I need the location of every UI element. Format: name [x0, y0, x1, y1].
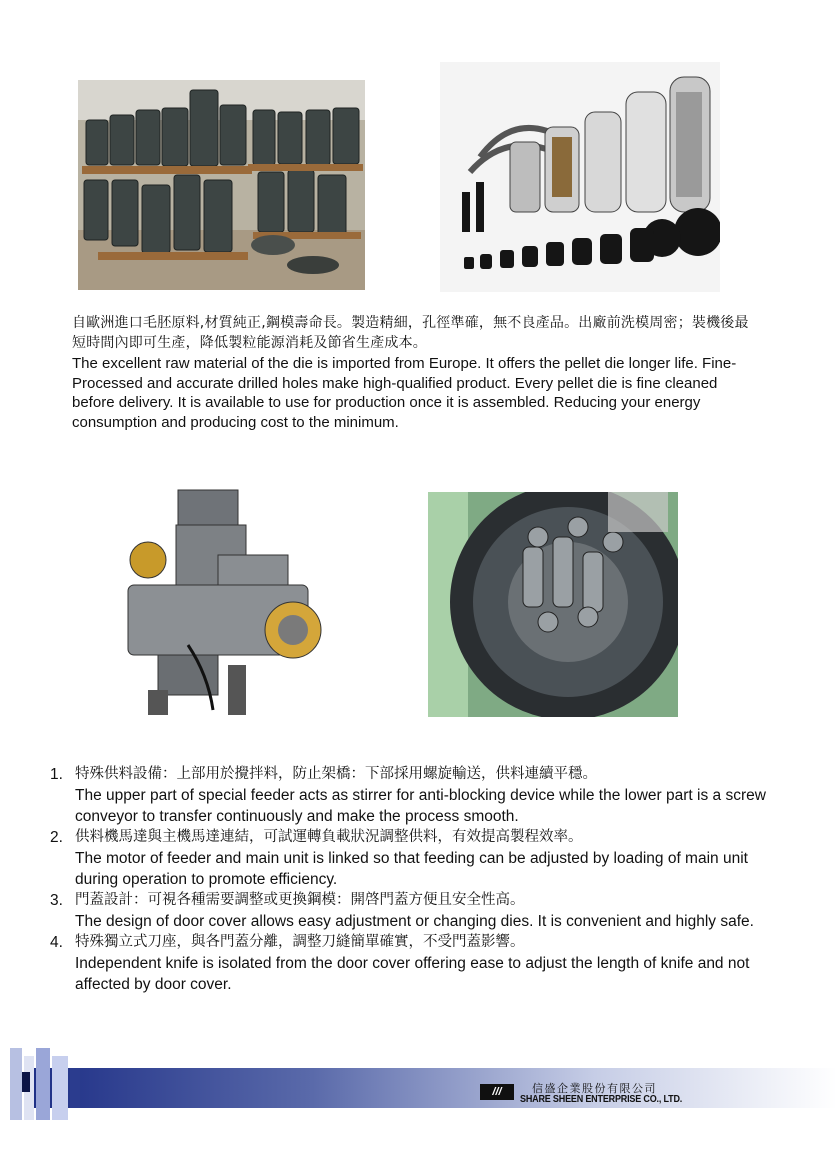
feature-number: 1. — [50, 766, 63, 783]
feature-zh: 特殊獨立式刀座，與各門蓋分離，調整刀縫簡單確實，不受門蓋影響。 — [75, 934, 525, 950]
company-name-zh: 信盛企業股份有限公司 — [532, 1082, 657, 1095]
intro-zh: 自歐洲進口毛胚原料,材質純正,鋼模壽命長。製造精細，孔徑準確，無不良產品。出廠前洗模周密；裝機後最短時間內即可生產，降低製粒能源消耗及節省生產成本。 — [72, 315, 749, 351]
intro-text — [72, 314, 752, 432]
feature-number: 3. — [50, 892, 63, 909]
feature-list — [50, 764, 770, 995]
photo-die-parts — [440, 62, 720, 292]
photo-pellet-mill — [118, 485, 328, 720]
feature-item — [50, 764, 770, 827]
feature-en: Independent knife is isolated from the door cover offering ease to adjust the length of knife and not affected by door cover. — [75, 955, 750, 993]
feature-number: 2. — [50, 829, 63, 846]
feature-zh: 門蓋設計：可視各種需要調整或更換鋼模：開啓門蓋方便且安全性高。 — [75, 892, 525, 908]
feature-zh: 供料機馬達與主機馬達連結，可試運轉負載狀況調整供料，有效提高製程效率。 — [75, 829, 583, 845]
logo-mark: /// — [480, 1084, 514, 1100]
company-logo — [480, 1080, 730, 1110]
feature-item — [50, 932, 770, 995]
photo-die-rollers — [428, 492, 678, 717]
feature-en: The motor of feeder and main unit is linked so that feeding can be adjusted by loading of main unit during operation to promote efficiency. — [75, 850, 748, 888]
feature-item — [50, 827, 770, 890]
feature-item — [50, 890, 770, 932]
feature-zh: 特殊供料設備：上部用於攪拌料，防止架橋：下部採用螺旋輸送，供料連續平穩。 — [75, 766, 597, 782]
feature-number: 4. — [50, 934, 63, 951]
intro-en: The excellent raw material of the die is imported from Europe. It offers the pellet die longer life. Fine-Processed and accurate drilled holes make high-qualified product. Every pellet die is fine cleaned before delivery. It is available to use for production once it is assembled. Reducing your energy consumption and producing cost to the minimum. — [72, 355, 737, 431]
feature-en: The upper part of special feeder acts as stirrer for anti-blocking device while the lower part is a screw conveyor to transfer continuously and make the process smooth. — [75, 787, 766, 825]
company-name-en: SHARE SHEEN ENTERPRISE CO., LTD. — [520, 1094, 683, 1105]
photo-die-stacks — [78, 80, 365, 290]
feature-en: The design of door cover allows easy adjustment or changing dies. It is convenient and highly safe. — [75, 913, 754, 930]
